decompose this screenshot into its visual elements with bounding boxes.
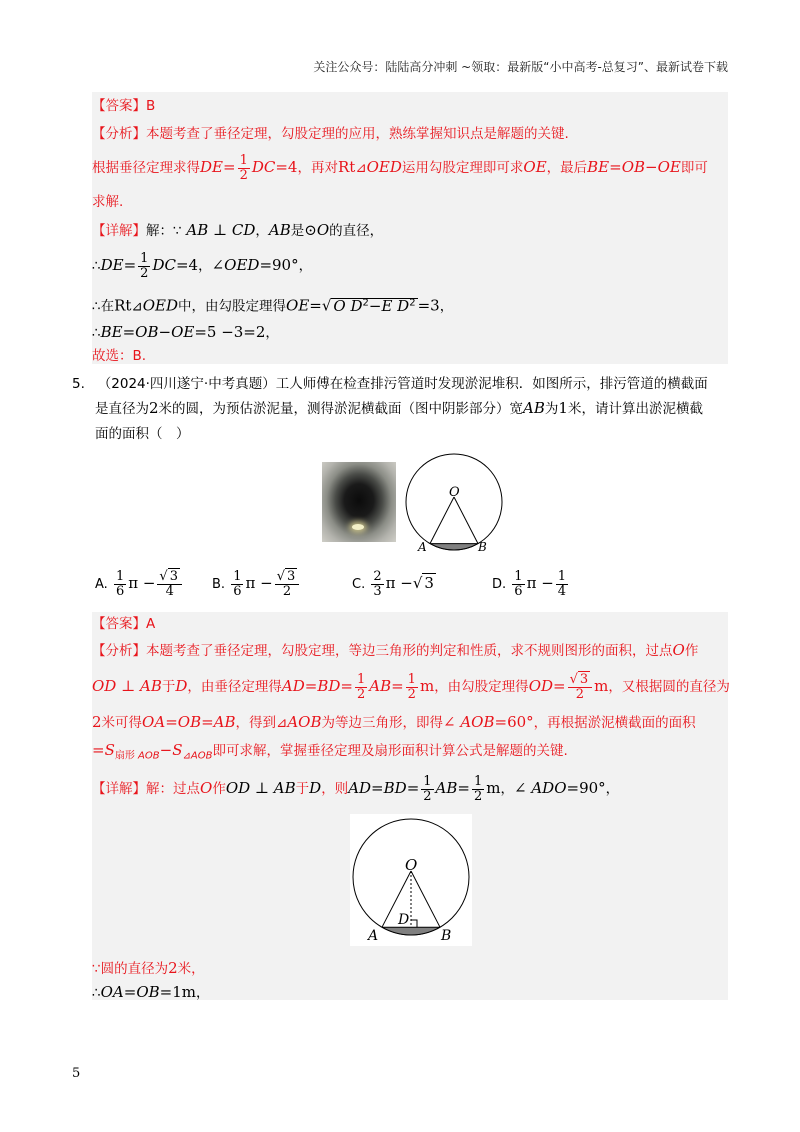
label-A: A: [418, 540, 427, 554]
label-A-2: A: [368, 928, 379, 944]
label-O-2: O: [405, 856, 418, 874]
therefore-line: ∴OA=OB=1m，: [92, 983, 210, 1001]
answer-line: 【答案】A: [92, 616, 156, 632]
option-b[interactable]: B. $\frac{1}{6}$ π − $\frac{√ 3}{2}$: [212, 570, 301, 599]
because-line: ∵圆的直径为2米，: [92, 959, 205, 977]
solution-block: [92, 612, 728, 1000]
pipe-photo: [322, 462, 396, 542]
question-line1: 5. （2024·四川遂宁·中考真题）工人师傅在检查排污管道时发现淤泥堆积．如图所示，排污管道的横截面: [72, 376, 708, 392]
label-B: B: [478, 540, 487, 554]
analysis-line1: 【分析】本题考查了垂径定理，勾股定理，等边三角形的判定和性质，求不规则图形的面积，过点O作: [92, 641, 699, 659]
prev-detail-line2: ∴DE= $\frac{1}{2}$ DC=4，∠OED=90°，: [92, 250, 313, 281]
radius-OB-2: [411, 871, 440, 927]
question-line2: 是直径为2米的圆，为预估淤泥量，测得淤泥横截面（图中阴影部分）宽AB为1米，请计算出淤泥横截: [95, 399, 703, 417]
label-D: D: [398, 912, 410, 928]
sludge-segment-2: [382, 927, 440, 935]
prev-conclusion: 故选：B.: [92, 348, 147, 364]
prev-analysis-line2: 根据垂径定理求得DE= $\frac{1}{2}$ DC=4，再对Rt⊿OED运用勾股定理即可求OE，最后BE=OB−OE即可: [92, 152, 708, 183]
radius-OB: [454, 497, 478, 544]
pipe-circle: [406, 454, 502, 550]
label-O: O: [449, 485, 460, 500]
option-c[interactable]: C. $\frac{2}{3}$ π −√ 3: [352, 569, 434, 599]
photo-light-spot: [352, 524, 364, 530]
sludge-segment: [430, 544, 478, 550]
label-B-2: B: [441, 928, 452, 944]
prev-detail-line4: ∴BE=OB−OE=5 −3=2，: [92, 323, 279, 341]
question-line3: 面的面积（ ）: [95, 426, 190, 442]
analysis-line2: OD ⊥ AB于D，由垂径定理得AD=BD= $\frac{1}{2}$ AB= $\frac{1}{2}$ m，由勾股定理得OD= $\frac{√ 3}{2}$ m，又根据圆的直径为: [92, 671, 730, 702]
prev-detail-line: 【详解】解：∵ AB ⊥ CD，AB是⊙O的直径，: [92, 221, 384, 239]
prev-answer-line: 【答案】B: [92, 98, 156, 114]
detail-line1: 【详解】解：过点O作OD ⊥ AB于D，则AD=BD= $\frac{1}{2}$ AB= $\frac{1}{2}$ m，∠ ADO=90°，: [92, 773, 620, 804]
question-figure: [404, 452, 504, 556]
prev-detail-line3: ∴在Rt⊿OED中，由勾股定理得OE=√ O $D^2-E$ $D^2 =3$，: [92, 296, 454, 315]
solution-figure: [350, 814, 472, 946]
option-a[interactable]: A. $\frac{1}{6}$ π − $\frac{√ 3}{4}$: [95, 570, 184, 599]
option-d[interactable]: D. $\frac{1}{6}$ π − $\frac{1}{4}$: [492, 569, 567, 599]
analysis-line4: $=S_{扇形 AOB}-S_{⊿AOB}$即可求解，掌握垂径定理及扇形面积计算公式是解题的关键.: [92, 741, 568, 762]
right-angle-mark: [411, 920, 417, 927]
radius-OA: [430, 497, 454, 544]
prev-analysis-line3: 求解.: [92, 194, 124, 210]
analysis-line3: 2米可得OA=OB=AB，得到⊿AOB为等边三角形，即得∠ AOB=60°，再根据淤泥横截面的面积: [92, 713, 696, 731]
page-header: 关注公众号：陆陆高分冲刺 ~领取：最新版“小中高考-总复习”、最新试卷下载: [313, 60, 728, 74]
page-number: 5: [72, 1066, 81, 1081]
prev-solution-block: [92, 92, 728, 364]
prev-analysis-line: 【分析】本题考查了垂径定理，勾股定理的应用，熟练掌握知识点是解题的关键.: [92, 126, 569, 142]
